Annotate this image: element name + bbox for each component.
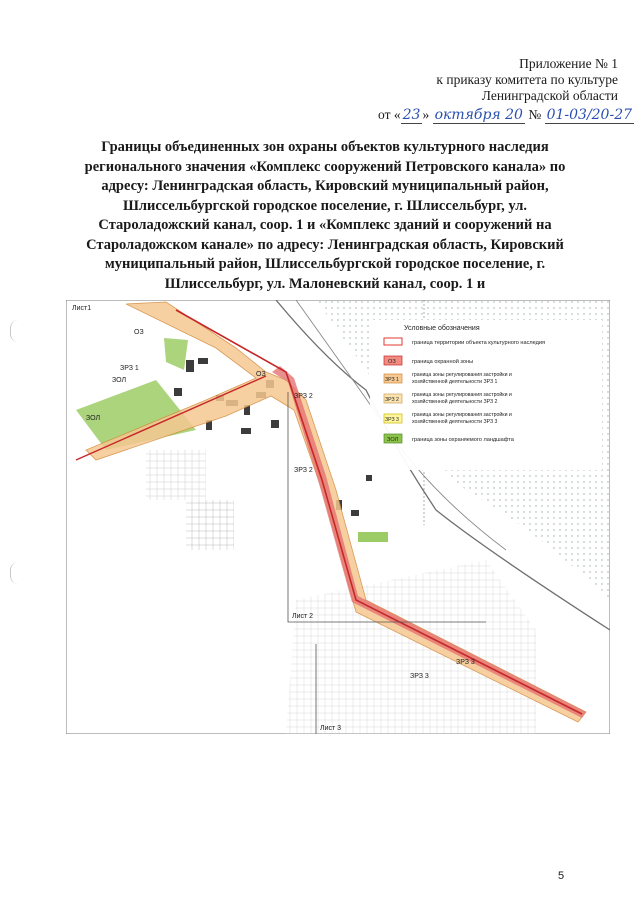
urban-grid-block [186,500,234,550]
legend-text-part: хозяйственной деятельности ЗРЗ 1 [412,379,498,385]
order-number: 01-03/20-27 [546,107,633,123]
zone-label: ОЗ [134,329,144,336]
legend-text-part: граница зоны регулирования застройки и [412,392,512,398]
date-mid: » [422,107,430,122]
sheet-label: Лист1 [72,305,92,312]
sheet-label: Лист 3 [320,725,342,732]
legend-code: ЗОЛ [387,437,399,443]
urban-grid-block [146,450,206,500]
zone-map [66,300,610,734]
appendix-line: к приказу комитета по культуре [436,72,618,87]
legend-text-part: граница зоны регулирования застройки и [412,412,512,418]
legend-text-part: граница зоны регулирования застройки и [412,372,512,378]
legend-text: граница зоны охраняемого ландшафта [412,437,514,443]
appendix-line: Приложение № 1 [519,56,618,71]
legend-code: ЗРЗ 1 [385,377,399,383]
margin-mark-top [10,320,19,342]
date-day: 23 [402,107,421,123]
map-legend [370,320,602,470]
zone-label: ЗРЗ 2 [294,393,313,400]
legend-text-part: хозяйственной деятельности ЗРЗ 3 [412,419,498,425]
legend-text: граница охранной зоны [412,359,474,365]
margin-mark-bottom [10,562,19,584]
date-prefix: от « [378,107,401,122]
zone-label: ЗРЗ 3 [456,659,475,666]
legend-swatch [384,338,402,345]
zone-label: ЗОЛ [112,377,127,384]
zone-label: ЗРЗ 1 [120,365,139,372]
legend-text-part: хозяйственной деятельности ЗРЗ 2 [412,399,498,405]
legend-code: ЗРЗ 3 [385,417,399,423]
zone-label: ЗРЗ 3 [410,673,429,680]
zone-label: ЗОЛ [86,415,101,422]
appendix-header [358,56,618,104]
map-canvas [66,300,610,734]
legend-code: ОЗ [388,359,396,365]
date-month-year: октября 20 [434,107,523,123]
zone-label: ЗРЗ 2 [294,467,313,474]
order-date-line [378,107,633,123]
legend-text: граница территории объекта культурного наследия [412,340,546,346]
zone-zol-area [358,532,388,542]
number-label: № [528,107,542,122]
sheet-label: Лист 2 [292,613,314,620]
page-number: 5 [558,870,565,882]
legend-title: Условные обозначения [404,325,480,332]
appendix-line: Ленинградской области [481,88,618,103]
zone-label: ОЗ [256,371,266,378]
legend-code: ЗРЗ 2 [385,397,399,403]
document-title: Границы объединенных зон охраны объектов культурного наследия регионального значения «Комплекс сооружений Петровского канала» по адресу: Ленинградская область, Кировский муниципальный район, Шлиссельбургской городское поселение, г. Шлиссельбург, ул. Староладожский канал, соор. 1 и «Комплекс зданий и сооружений на Староладожском канале» по адресу: Ленинградская область, Кировский муниципальный район, Шлиссельбургской городское поселение, г. Шлиссельбург, ул. Малоневский канал, соор. 1 и [84,139,566,292]
